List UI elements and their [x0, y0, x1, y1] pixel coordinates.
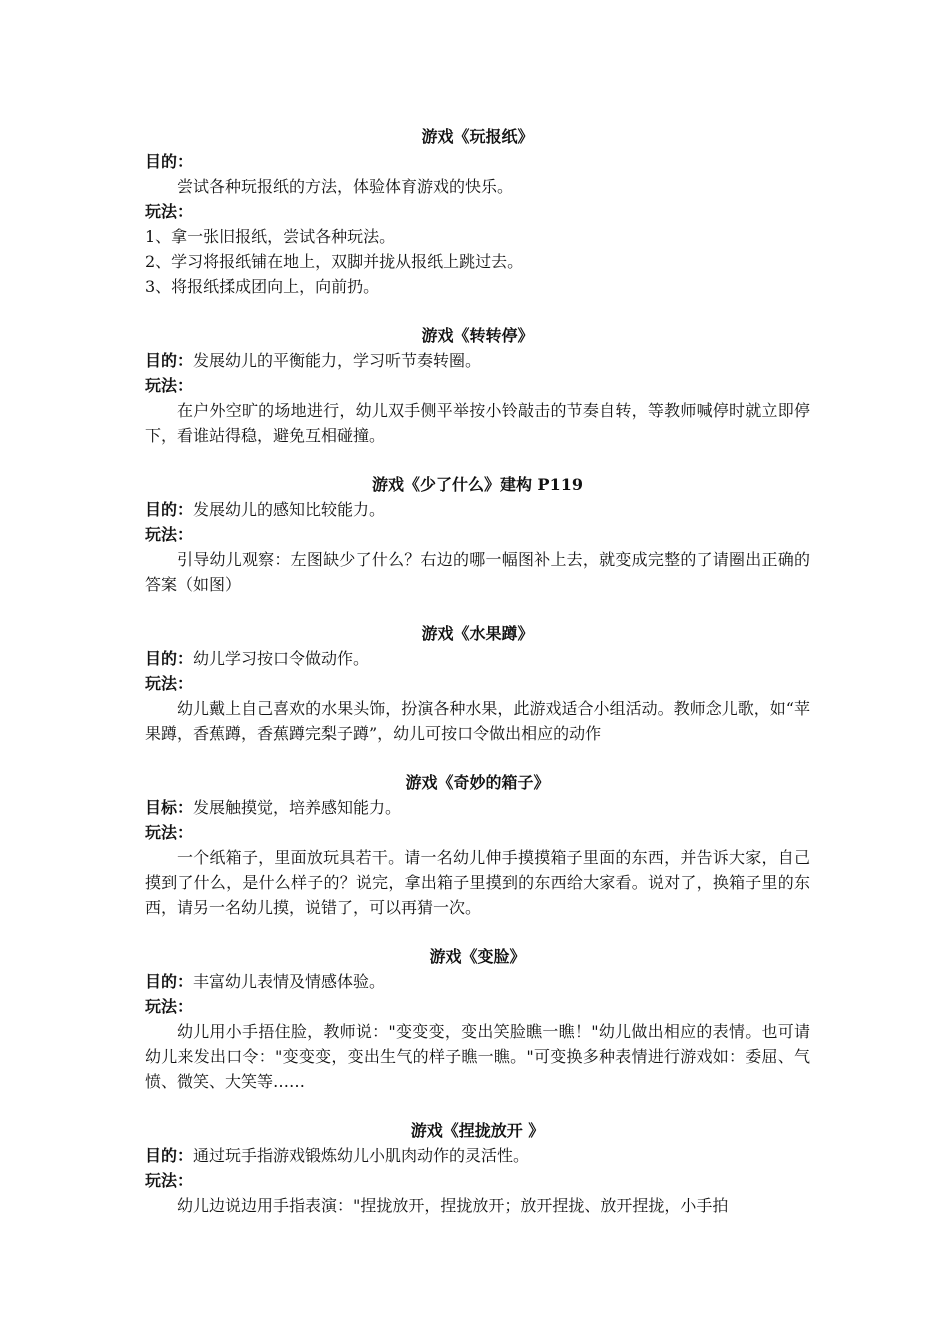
section-title: 游戏《少了什么》建构 P119 [371, 475, 583, 494]
play-label: 玩法： [145, 376, 194, 395]
goal-paragraph: 尝试各种玩报纸的方法，体验体育游戏的快乐。 [177, 177, 514, 196]
section-title: 游戏《捏拢放开 》 [410, 1121, 545, 1140]
goal-line [145, 497, 810, 522]
document-page [145, 124, 810, 1218]
game-section-newspaper [145, 124, 810, 299]
goal-text: 发展幼儿的感知比较能力。 [193, 500, 386, 519]
goal-text: 发展触摸觉，培养感知能力。 [193, 798, 402, 817]
goal-label: 目的： [145, 649, 194, 668]
game-section-spin-stop [145, 323, 810, 448]
play-line [145, 522, 810, 547]
play-item: 3、将报纸揉成团向上，向前扔。 [145, 277, 380, 296]
play-item: 1、拿一张旧报纸，尝试各种玩法。 [145, 227, 396, 246]
play-label: 玩法： [145, 1171, 194, 1190]
game-section-face-change [145, 944, 810, 1094]
play-line [145, 994, 810, 1019]
goal-label: 目的： [145, 152, 194, 171]
goal-line [145, 1143, 810, 1168]
play-line [145, 373, 810, 398]
game-section-what-is-missing [145, 472, 810, 597]
section-title: 游戏《变脸》 [429, 947, 526, 966]
goal-label: 目的： [145, 351, 194, 370]
section-title: 游戏《玩报纸》 [421, 127, 534, 146]
game-section-magic-box [145, 770, 810, 920]
game-section-fruit-squat [145, 621, 810, 746]
goal-line [145, 149, 810, 174]
play-label: 玩法： [145, 202, 194, 221]
play-paragraph: 幼儿用小手捂住脸，教师说："变变变，变出笑脸瞧一瞧！"幼儿做出相应的表情。也可请幼儿来发出口令："变变变，变出生气的样子瞧一瞧。"可变换多种表情进行游戏如：委屈、气愤、微笑、大笑等…… [145, 1022, 810, 1091]
goal-label: 目的： [145, 500, 194, 519]
play-paragraph: 在户外空旷的场地进行，幼儿双手侧平举按小铃敲击的节奏自转，等教师喊停时就立即停下，看谁站得稳，避免互相碰撞。 [145, 401, 810, 445]
play-line [145, 199, 810, 224]
play-paragraph: 幼儿边说边用手指表演："捏拢放开，捏拢放开；放开捏拢、放开捏拢，小手拍 [177, 1196, 729, 1215]
section-title: 游戏《奇妙的箱子》 [405, 773, 550, 792]
goal-label: 目的： [145, 1146, 194, 1165]
game-section-pinch-open [145, 1118, 810, 1218]
goal-label: 目的： [145, 972, 194, 991]
play-line [145, 1168, 810, 1193]
play-paragraph: 幼儿戴上自己喜欢的水果头饰，扮演各种水果，此游戏适合小组活动。教师念儿歌，如“苹果蹲，香蕉蹲，香蕉蹲完梨子蹲”，幼儿可按口令做出相应的动作 [145, 699, 810, 743]
goal-line [145, 348, 810, 373]
play-label: 玩法： [145, 674, 194, 693]
goal-line [145, 969, 810, 994]
play-item: 2、学习将报纸铺在地上，双脚并拢从报纸上跳过去。 [145, 252, 524, 271]
play-label: 玩法： [145, 997, 194, 1016]
section-title: 游戏《水果蹲》 [421, 624, 534, 643]
goal-text: 通过玩手指游戏锻炼幼儿小肌肉动作的灵活性。 [193, 1146, 530, 1165]
section-title: 游戏《转转停》 [421, 326, 534, 345]
goal-line [145, 795, 810, 820]
goal-text: 发展幼儿的平衡能力，学习听节奏转圈。 [193, 351, 482, 370]
play-line [145, 671, 810, 696]
play-label: 玩法： [145, 823, 194, 842]
play-label: 玩法： [145, 525, 194, 544]
goal-label: 目标： [145, 798, 194, 817]
goal-line [145, 646, 810, 671]
play-paragraph: 一个纸箱子，里面放玩具若干。请一名幼儿伸手摸摸箱子里面的东西，并告诉大家，自己摸到了什么，是什么样子的？说完，拿出箱子里摸到的东西给大家看。说对了，换箱子里的东西，请另一名幼儿摸，说错了，可以再猜一次。 [145, 848, 810, 917]
goal-text: 幼儿学习按口令做动作。 [193, 649, 370, 668]
play-paragraph: 引导幼儿观察：左图缺少了什么？右边的哪一幅图补上去，就变成完整的了请圈出正确的答案（如图） [145, 550, 810, 594]
play-line [145, 820, 810, 845]
goal-text: 丰富幼儿表情及情感体验。 [193, 972, 386, 991]
